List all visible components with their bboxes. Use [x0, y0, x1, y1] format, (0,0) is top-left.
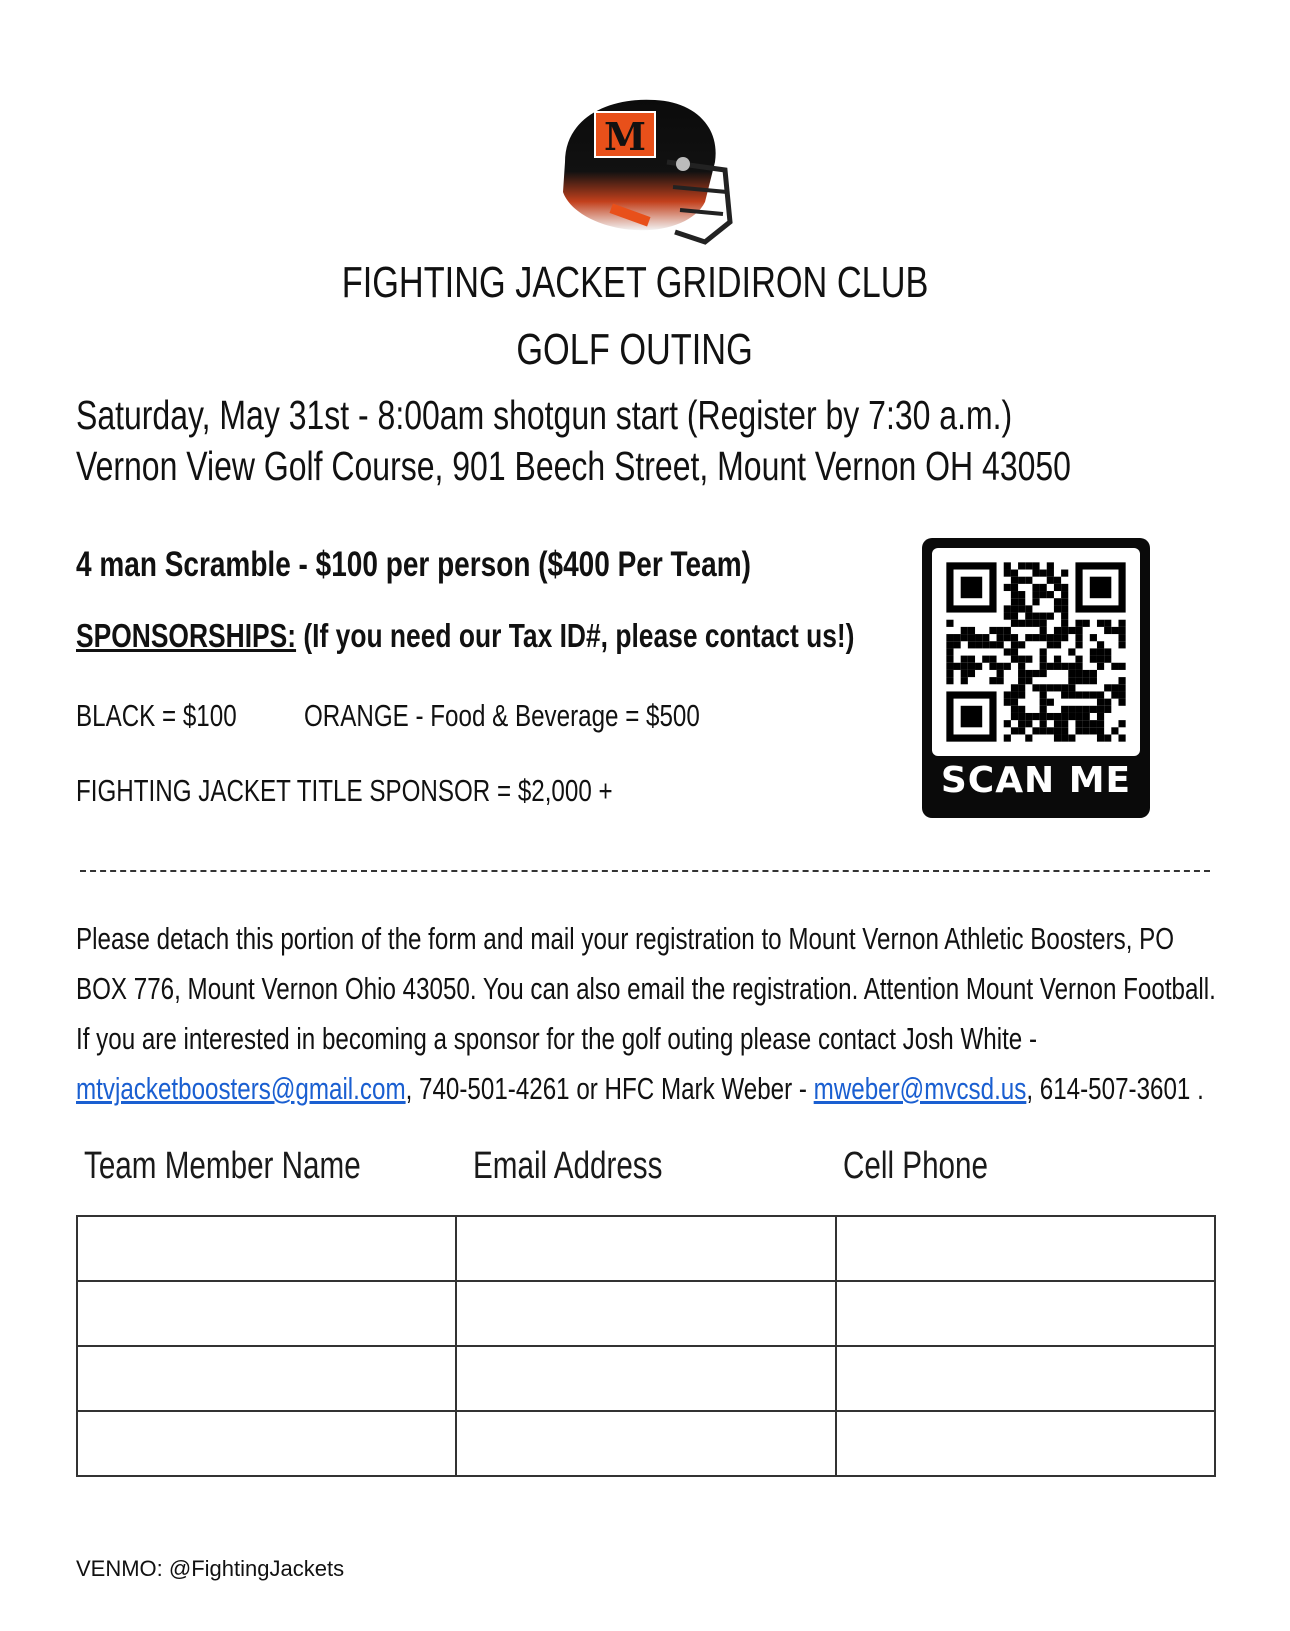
table-row — [77, 1346, 1215, 1411]
name-cell[interactable] — [77, 1411, 456, 1476]
col-header-phone: Cell Phone — [843, 1145, 989, 1187]
helmet-logo — [555, 92, 735, 257]
name-cell[interactable] — [77, 1281, 456, 1346]
instructions-line-4 — [76, 1071, 1204, 1107]
helmet-letter: M — [603, 114, 647, 159]
phone-cell[interactable] — [836, 1346, 1215, 1411]
venmo-handle: VENMO: @FightingJackets — [76, 1556, 345, 1581]
instructions-line-2: BOX 776, Mount Vernon Ohio 43050. You can also email the registration. Attention Mount Vernon Football. — [76, 971, 1216, 1006]
scramble-price: 4 man Scramble - $100 per person ($400 Per Team) — [76, 545, 751, 584]
instructions-line-1: Please detach this portion of the form and mail your registration to Mount Vernon Athletic Boosters, PO — [76, 921, 1175, 956]
qr-code[interactable] — [932, 548, 1140, 756]
detach-line — [80, 870, 1210, 872]
table-row — [77, 1281, 1215, 1346]
event-date-line: Saturday, May 31st - 8:00am shotgun start (Register by 7:30 a.m.) — [76, 392, 1013, 438]
sponsor-title: FIGHTING JACKET TITLE SPONSOR = $2,000 + — [76, 773, 613, 808]
qr-code-pattern — [932, 548, 1140, 756]
event-location-line: Vernon View Golf Course, 901 Beech Street, Mount Vernon OH 43050 — [76, 443, 1071, 489]
sponsor-black: BLACK = $100 — [76, 698, 237, 733]
email-cell[interactable] — [456, 1216, 835, 1281]
page-title: FIGHTING JACKET GRIDIRON CLUB — [341, 258, 929, 307]
registration-table — [76, 1215, 1216, 1477]
coach-email-link[interactable]: mweber@mvcsd.us — [813, 1071, 1027, 1106]
email-cell[interactable] — [456, 1346, 835, 1411]
phone-cell[interactable] — [836, 1281, 1215, 1346]
instructions-line-3: If you are interested in becoming a sponsor for the golf outing please contact Josh White - — [76, 1021, 1038, 1056]
sponsorships-line — [76, 617, 854, 655]
phone-cell[interactable] — [836, 1411, 1215, 1476]
table-row — [77, 1411, 1215, 1476]
email-cell[interactable] — [456, 1281, 835, 1346]
table-row — [77, 1216, 1215, 1281]
page-subtitle: GOLF OUTING — [516, 325, 754, 374]
boosters-email-link[interactable]: mtvjacketboosters@gmail.com — [76, 1071, 406, 1106]
contact-mid-text: , 740-501-4261 or HFC Mark Weber - — [405, 1071, 814, 1106]
col-header-email: Email Address — [473, 1145, 663, 1187]
sponsor-orange: ORANGE - Food & Beverage = $500 — [304, 698, 700, 733]
phone-cell[interactable] — [836, 1216, 1215, 1281]
sponsorships-label: SPONSORSHIPS: — [76, 617, 297, 654]
email-cell[interactable] — [456, 1411, 835, 1476]
sponsorships-note: (If you need our Tax ID#, please contact us!) — [296, 617, 855, 654]
col-header-name: Team Member Name — [84, 1145, 361, 1187]
scan-me-label: SCAN ME — [940, 760, 1132, 801]
contact-tail-text: , 614-507-3601 . — [1026, 1071, 1204, 1106]
qr-code-card[interactable] — [922, 538, 1150, 818]
name-cell[interactable] — [77, 1216, 456, 1281]
name-cell[interactable] — [77, 1346, 456, 1411]
